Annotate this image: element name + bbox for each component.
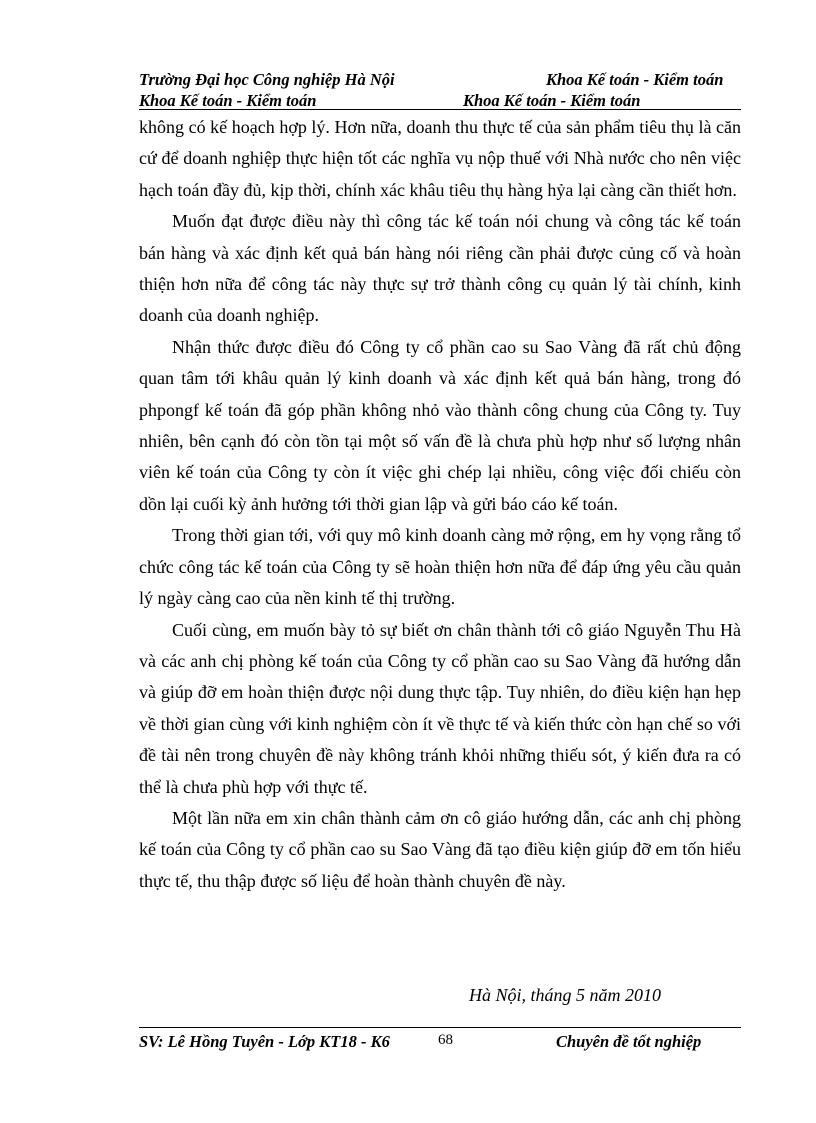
paragraph: Một lần nữa em xin chân thành cảm ơn cô giáo hướng dẫn, các anh chị phòng kế toán của Công ty cổ phần cao su Sao Vàng đã tạo điều kiện giúp đỡ em tốn hiểu thực tế, thu thập được số liệu để hoàn thành chuyên đề này.: [139, 807, 741, 891]
footer-divider: [139, 1027, 741, 1028]
paragraph: Muốn đạt được điều này thì công tác kế toán nói chung và công tác kế toán bán hàng và xác định kết quả bán hàng nói riêng cần phải được củng cố và hoàn thiện hơn nữa để công tác này thực sự trở thành công cụ quản lý tài chính, kinh doanh của doanh nghiệp.: [139, 211, 741, 326]
header-divider: [139, 109, 741, 110]
header-faculty-left: Khoa Kế toán - Kiểm toán: [139, 91, 317, 110]
footer-student-info: SV: Lê Hồng Tuyên - Lớp KT18 - K6: [139, 1032, 390, 1051]
paragraph: Trong thời gian tới, với quy mô kinh doanh càng mở rộng, em hy vọng rằng tổ chức công tác kế toán của Công ty sẽ hoàn thiện hơn nữa để đáp ứng yêu cầu quản lý ngày càng cao của nền kinh tế thị trường.: [139, 525, 741, 609]
signature-date: Hà Nội, tháng 5 năm 2010: [469, 985, 662, 1005]
footer-document-title: Chuyên đề tốt nghiệp: [556, 1032, 702, 1051]
header-school-name: Trường Đại học Công nghiệp Hà Nội: [139, 70, 395, 89]
document-body: [139, 112, 741, 897]
header-faculty-center: Khoa Kế toán - Kiểm toán: [463, 91, 641, 110]
footer-page-number: 68: [438, 1032, 453, 1048]
header-faculty-right: Khoa Kế toán - Kiểm toán: [546, 70, 724, 89]
paragraph-continuation: không có kế hoạch hợp lý. Hơn nữa, doanh thu thực tế của sản phẩm tiêu thụ là căn cứ để doanh nghiệp thực hiện tốt các nghĩa vụ nộp thuế với Nhà nước cho nên việc hạch toán đầy đủ, kịp thời, chính xác khâu tiêu thụ hàng hỷa lại càng cần thiết hơn.: [139, 117, 741, 200]
paragraph: Cuối cùng, em muốn bày tỏ sự biết ơn chân thành tới cô giáo Nguyễn Thu Hà và các anh chị phòng kế toán của Công ty cổ phần cao su Sao Vàng đã hướng dẫn và giúp đỡ em hoàn thiện được nội dung thực tập. Tuy nhiên, do điều kiện hạn hẹp về thời gian cùng với kinh nghiệm còn ít về thực tế và kiến thức còn hạn chế so với đề tài nên trong chuyên đề này không tránh khỏi những thiếu sót, ý kiến đưa ra có thể là chưa phù hợp với thực tế.: [139, 619, 741, 797]
paragraph: Nhận thức được điều đó Công ty cổ phần cao su Sao Vàng đã rất chủ động quan tâm tới khâu quản lý kinh doanh và xác định kết quả bán hàng, trong đó phpongf kế toán đã góp phần không nhỏ vào thành công chung của Công ty. Tuy nhiên, bên cạnh đó còn tồn tại một số vấn đề là chưa phù hợp như số lượng nhân viên kế toán của Công ty còn ít việc ghi chép lại nhiều, công việc đối chiếu còn dồn lại cuối kỳ ảnh hưởng tới thời gian lập và gửi báo cáo kế toán.: [139, 336, 741, 514]
